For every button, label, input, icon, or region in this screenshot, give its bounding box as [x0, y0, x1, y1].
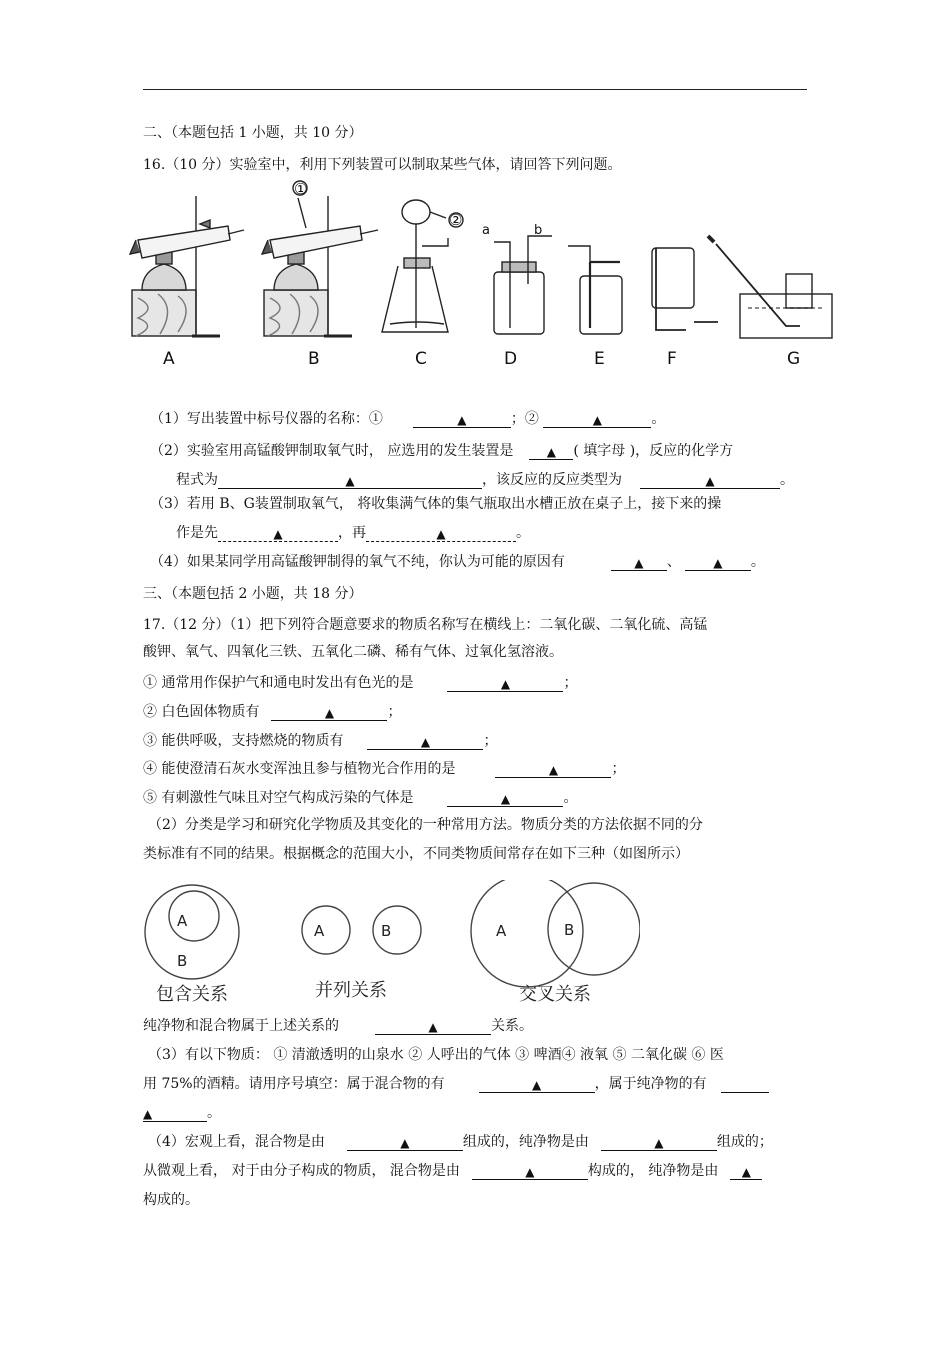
- contain-caption: 包含关系: [156, 984, 228, 1005]
- answer-blank[interactable]: ▲: [601, 1134, 717, 1151]
- answer-blank[interactable]: ▲: [366, 525, 516, 542]
- cross-caption: 交叉关系: [519, 984, 591, 1005]
- answer-blank[interactable]: ▲: [730, 1163, 762, 1180]
- answer-blank[interactable]: ▲: [640, 472, 780, 489]
- q17-part4-line2: 从微观上看， 对于由分子构成的物质， 混合物是由 ▲ 构成的， 纯净物是由 ▲: [143, 1162, 762, 1180]
- q16-part4: （4）如果某同学用高锰酸钾制得的氧气不纯，你认为可能的原因有 ▲ 、 ▲ 。: [150, 554, 765, 570]
- callout-1: ①: [294, 180, 308, 198]
- callout-2: ②: [449, 211, 463, 229]
- q17-part2-line2: 类标准有不同的结果。根据概念的范围大小，不同类物质间常存在如下三种（如图所示）: [143, 846, 689, 862]
- q17-item-5: ⑤ 有刺激性气味且对空气构成污染的气体是 ▲ 。: [143, 790, 578, 806]
- q17-item-2: ② 白色固体物质有 ▲ ；: [143, 704, 402, 720]
- q16-part2-line2: 程式为 ▲ ，该反应的反应类型为 ▲ 。: [176, 472, 794, 488]
- q17-stem-line1: 17.（12 分）（1）把下列符合题意要求的物质名称写在横线上：二氧化碳、二氧化硫、高锰: [143, 617, 708, 633]
- relationship-diagrams: [140, 880, 640, 1008]
- apparatus-g: [708, 236, 832, 338]
- apparatus-b: [262, 181, 378, 336]
- q17-part2-answer: 纯净物和混合物属于上述关系的 ▲ 关系。: [143, 1018, 533, 1034]
- section-2-title: 二、（本题包括 1 小题，共 10 分）: [143, 125, 363, 141]
- apparatus-label-c: C: [415, 349, 427, 369]
- answer-blank[interactable]: ▲: [611, 554, 667, 571]
- answer-blank[interactable]: ▲: [218, 472, 482, 489]
- q17-item-1: ① 通常用作保护气和通电时发出有色光的是 ▲ ；: [143, 675, 578, 691]
- q17-part3-line2: 用 75%的酒精。请用序号填空：属于混合物的有 ▲ ，属于纯净物的有: [143, 1075, 769, 1093]
- contain-outer-circle: [145, 885, 239, 979]
- parallel-caption: 并列关系: [315, 980, 387, 1001]
- q16-part2-line1: （2）实验室用高锰酸钾制取氧气时， 应选用的发生装置是 ▲ ( 填字母 )，反应的化学方: [150, 443, 734, 459]
- q17-part4-line1: （4）宏观上看，混合物是由 ▲ 组成的，纯净物是由 ▲ 组成的；: [148, 1134, 773, 1150]
- cross-label-a: A: [496, 922, 507, 940]
- q16-part1: （1）写出装置中标号仪器的名称：① ▲ ；② ▲ 。: [150, 411, 666, 427]
- port-b: b: [534, 223, 543, 238]
- apparatus-a: [130, 196, 244, 336]
- answer-blank[interactable]: ▲: [685, 554, 751, 571]
- answer-blank[interactable]: ▲: [447, 675, 563, 692]
- answer-blank[interactable]: ▲: [543, 411, 651, 428]
- apparatus-d: [494, 236, 552, 334]
- answer-blank[interactable]: ▲: [375, 1018, 491, 1035]
- q17-item-3: ③ 能供呼吸，支持燃烧的物质有 ▲ ；: [143, 733, 498, 749]
- apparatus-label-a: A: [163, 349, 175, 369]
- contain-label-a: A: [177, 912, 188, 930]
- q17-stem-line2: 酸钾、氧气、四氧化三铁、五氧化二磷、稀有气体、过氧化氢溶液。: [143, 644, 563, 660]
- answer-blank[interactable]: [721, 1076, 769, 1093]
- header-rule: [143, 89, 807, 90]
- apparatus-e: [568, 246, 622, 334]
- answer-blank[interactable]: ▲: [495, 761, 611, 778]
- apparatus-label-d: D: [504, 349, 518, 369]
- apparatus-label-e: E: [594, 349, 605, 369]
- parallel-label-b: B: [381, 922, 392, 940]
- parallel-label-a: A: [314, 922, 325, 940]
- section-3-title: 三、（本题包括 2 小题，共 18 分）: [143, 586, 363, 602]
- answer-blank[interactable]: ▲: [529, 443, 573, 460]
- answer-blank[interactable]: ▲: [218, 525, 338, 542]
- apparatus-label-g: G: [787, 349, 801, 369]
- answer-blank[interactable]: ▲: [413, 411, 511, 428]
- answer-blank[interactable]: ▲: [479, 1076, 595, 1093]
- answer-blank[interactable]: ▲: [472, 1163, 588, 1180]
- port-a: a: [482, 223, 490, 238]
- q17-part3-line3: ▲ 。: [143, 1105, 221, 1121]
- answer-blank[interactable]: ▲: [447, 790, 563, 807]
- apparatus-figure: [128, 178, 840, 378]
- cross-circle-b: [548, 883, 640, 975]
- q17-part4-line3: 构成的。: [143, 1192, 199, 1208]
- q17-part3-line1: （3）有以下物质： ① 清澈透明的山泉水 ② 人呼出的气体 ③ 啤酒④ 液氧 ⑤ 二氧化碳 ⑥ 医: [148, 1047, 724, 1063]
- contain-label-b: B: [177, 952, 188, 970]
- apparatus-label-b: B: [308, 349, 320, 369]
- answer-blank[interactable]: ▲: [347, 1134, 463, 1151]
- q16-stem: 16.（10 分）实验室中，利用下列装置可以制取某些气体，请回答下列问题。: [143, 157, 622, 173]
- answer-blank[interactable]: ▲: [271, 704, 387, 721]
- q17-part2-line1: （2）分类是学习和研究化学物质及其变化的一种常用方法。物质分类的方法依据不同的分: [148, 817, 703, 833]
- q16-part3-line2: 作是先 ▲ ，再 ▲ 。: [176, 525, 530, 541]
- q16-part3-line1: （3）若用 B、G装置制取氧气， 将收集满气体的集气瓶取出水槽正放在桌子上，接下来的操: [150, 496, 722, 512]
- answer-blank[interactable]: ▲: [143, 1105, 207, 1122]
- answer-blank[interactable]: ▲: [367, 733, 483, 750]
- cross-label-b: B: [564, 921, 575, 939]
- q17-item-4: ④ 能使澄清石灰水变浑浊且参与植物光合作用的是 ▲ ；: [143, 761, 626, 777]
- apparatus-label-f: F: [667, 349, 677, 369]
- parallel-circle-a: [302, 906, 350, 954]
- apparatus-f: [652, 248, 718, 330]
